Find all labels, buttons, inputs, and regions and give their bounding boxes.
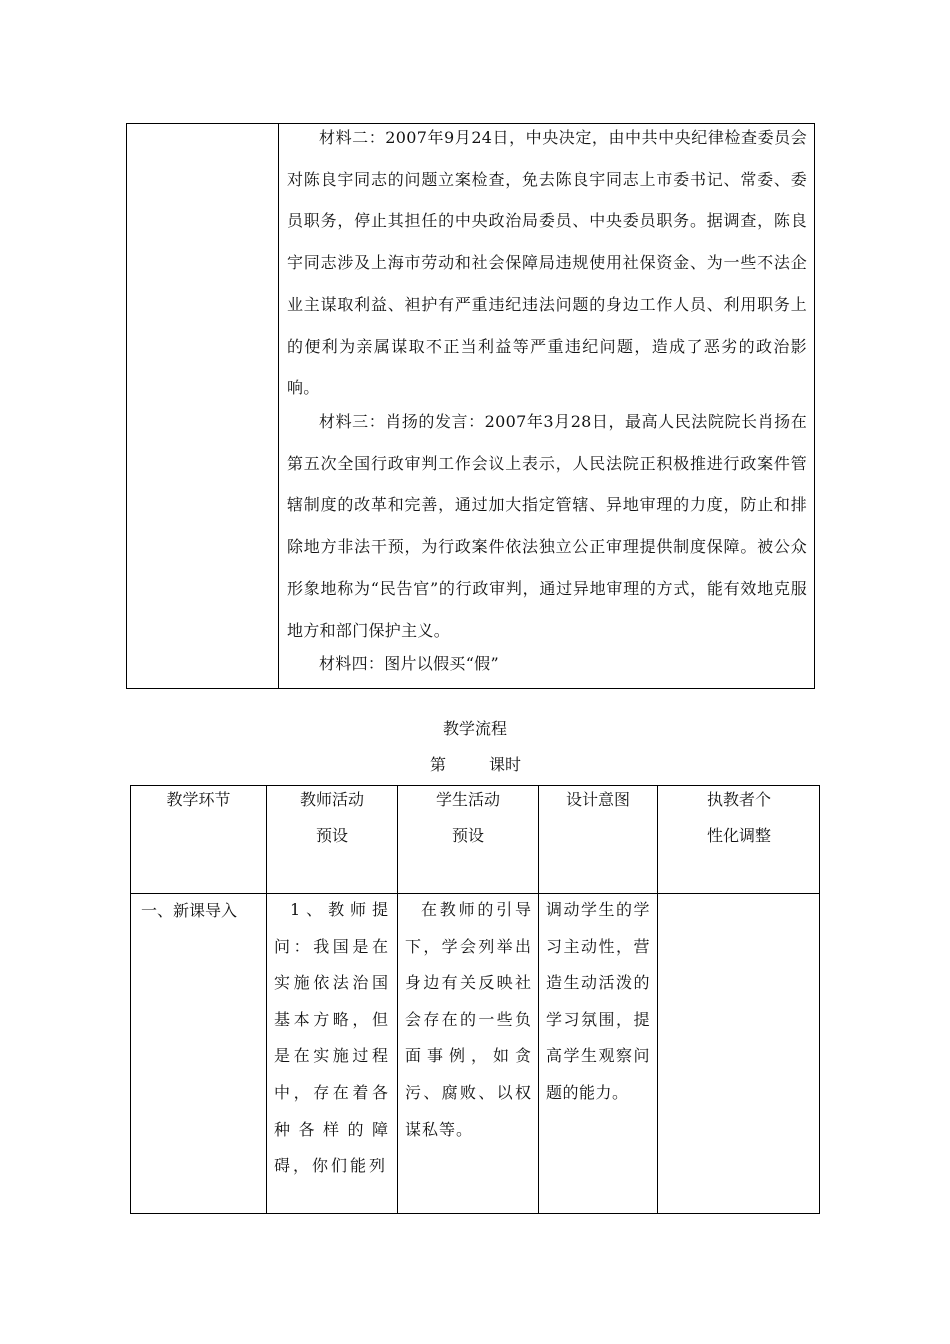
header-stage: 教学环节 — [166, 790, 231, 809]
header-student-line2: 预设 — [451, 826, 484, 845]
header-student-line1: 学生活动 — [435, 790, 500, 809]
row1-intent: 调动学生的学习主动性，营造生动活泼的学习氛围，提高学生观察问题的能力。 — [546, 900, 650, 1102]
lesson-prefix: 第 — [430, 755, 447, 774]
material-two-text: 材料二：2007年9月24日，中央决定，由中共中央纪律检查委员会对陈良宇同志的问题立案检查，免去陈良宇同志上市委书记、常委、委员职务，停止其担任的中央政治局委员、中央委员职务。据调查，陈良宇同志涉及上海市劳动和社会保障局违规使用社保资金、为一些不法企业主谋取利益、袒护有严重违纪违法问题的身边工作人员、利用职务上的便利为亲属谋取不正当利益等严重违纪问题，造成了恶劣的政治影响。 — [287, 128, 807, 398]
header-intent: 设计意图 — [565, 790, 630, 809]
row1-stage: 一、新课导入 — [141, 901, 238, 920]
material-three-text: 材料三：肖扬的发言：2007年3月28日，最高人民法院院长肖扬在第五次全国行政审判工作会议上表示，人民法院正积极推进行政案件管辖制度的改革和完善，通过加大指定管辖、异地审理的力度，防止和排除地方非法干预，为行政案件依法独立公正审理提供制度保障。被公众形象地称为“民告官”的行政审判，通过异地审理的方式，能有效地克服地方和部门保护主义。 — [287, 412, 807, 640]
lesson-suffix: 课时 — [489, 755, 522, 774]
row1-teacher: 1、教师提问：我国是在实施依法治国基本方略，但是在实施过程中，存在着各种各样的障碍，你们能列 — [274, 900, 391, 1176]
materials-table-divider — [278, 123, 279, 689]
row1-student: 在教师的引导下，学会列举出身边有关反映社会存在的一些负面事例，如贪污、腐败、以权谋私等。 — [405, 900, 532, 1139]
header-teacher-line2: 预设 — [315, 826, 348, 845]
header-adjust-line2: 性化调整 — [706, 826, 771, 845]
header-teacher-line1: 教师活动 — [299, 790, 364, 809]
flow-table-col-line-3 — [538, 785, 539, 1214]
material-four-text: 材料四：图片以假买“假” — [319, 654, 499, 673]
header-adjust-line1: 执教者个 — [706, 790, 771, 809]
flow-title: 教学流程 — [442, 719, 507, 738]
